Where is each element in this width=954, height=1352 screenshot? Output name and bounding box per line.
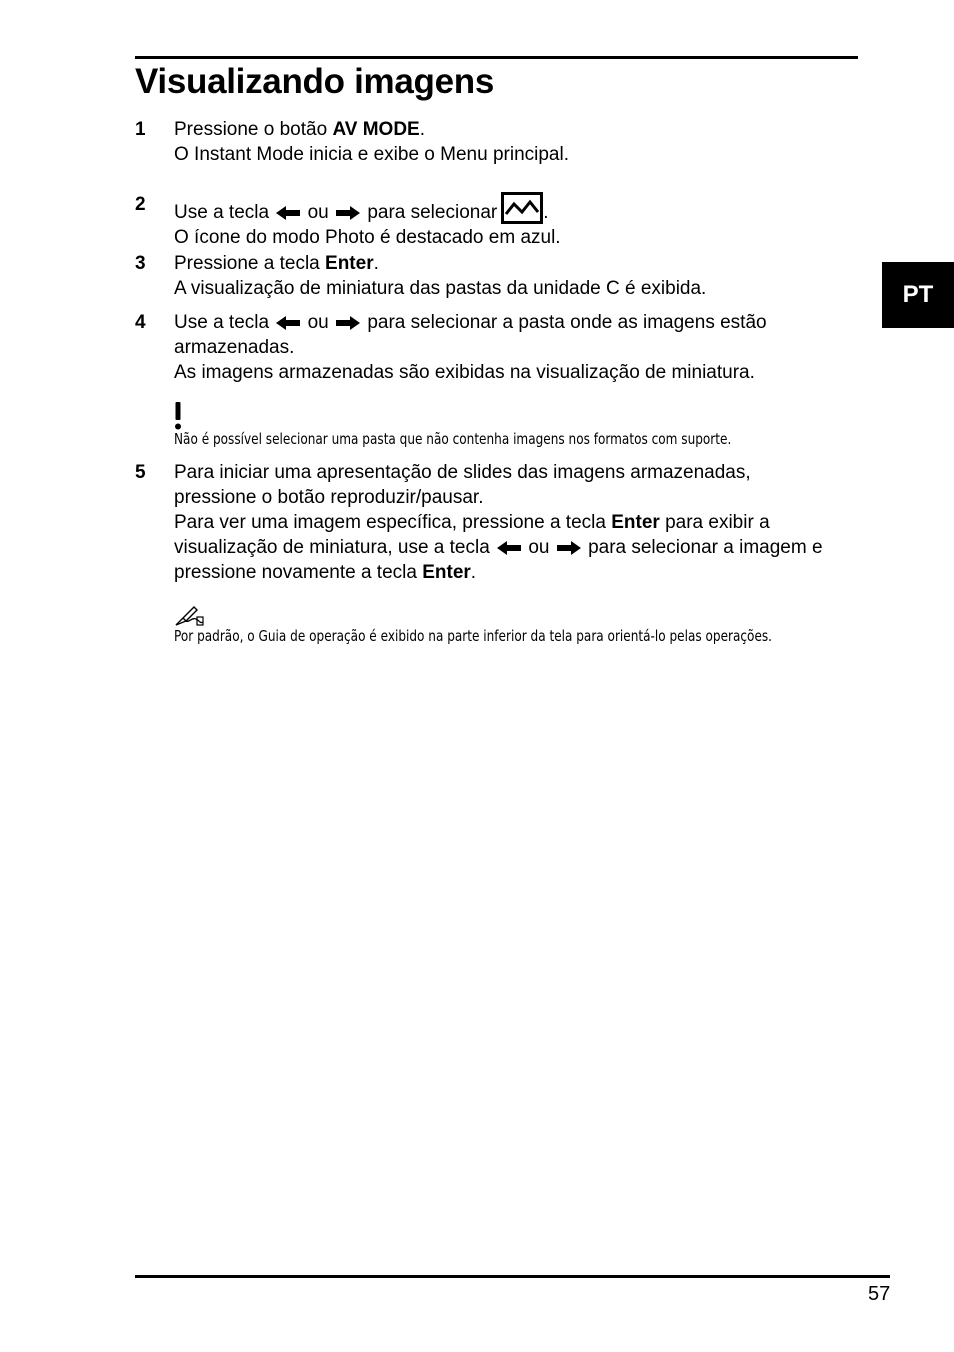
text: para selecionar a pasta onde as imagens estão (367, 312, 767, 333)
writing-hand-icon (174, 605, 204, 627)
text: visualização de miniatura, use a tecla (174, 537, 490, 558)
step-2-line-2: O ícone do modo Photo é destacado em azul. (174, 227, 561, 248)
left-arrow-key-icon (276, 206, 300, 220)
step-5-line-1: Para iniciar uma apresentação de slides das imagens armazenadas, (174, 462, 751, 483)
enter-key-label: Enter (325, 253, 374, 274)
step-number: 5 (135, 462, 146, 483)
left-arrow-key-icon (497, 541, 521, 555)
tip-note (174, 605, 941, 645)
page-number: 57 (868, 1283, 891, 1305)
step-3-line-1 (174, 251, 864, 276)
bottom-rule (135, 1275, 890, 1278)
step-5-line-3 (174, 510, 864, 535)
step-5-line-2: pressione o botão reproduzir/pausar. (174, 487, 484, 508)
text: para exibir a (659, 512, 770, 533)
step-4-line-2: armazenadas. (174, 337, 295, 358)
av-mode-label: AV MODE (332, 119, 420, 140)
language-tab-label: PT (902, 281, 934, 308)
text: Pressione a tecla (174, 253, 326, 274)
step-1-line-1 (174, 117, 864, 142)
step-4-line-3: As imagens armazenadas são exibidas na visualização de miniatura. (174, 362, 755, 383)
step-number: 1 (135, 119, 146, 140)
right-arrow-key-icon (336, 316, 360, 330)
text: ou (307, 202, 329, 223)
exclamation-icon (174, 402, 182, 430)
text: . (419, 119, 425, 140)
text: Pressione o botão (174, 119, 333, 140)
text: para selecionar (367, 202, 498, 223)
text: ou (307, 312, 329, 333)
enter-key-label: Enter (611, 512, 660, 533)
step-number: 2 (135, 194, 146, 215)
left-arrow-key-icon (276, 316, 300, 330)
text: . (373, 253, 379, 274)
step-2-line-1 (174, 192, 864, 225)
page-title: Visualizando imagens (135, 62, 495, 101)
step-5-line-4 (174, 535, 864, 560)
warning-note (174, 402, 889, 448)
step-3-line-2: A visualização de miniatura das pastas da unidade C é exibida. (174, 278, 707, 299)
step-1-line-2: O Instant Mode inicia e exibe o Menu principal. (174, 144, 569, 165)
enter-key-label: Enter (422, 562, 471, 583)
step-number: 4 (135, 312, 146, 333)
step-number: 3 (135, 253, 146, 274)
right-arrow-key-icon (557, 541, 581, 555)
step-4-line-1 (174, 310, 864, 335)
text: para selecionar a imagem e (588, 537, 823, 558)
text: . (543, 202, 549, 223)
warning-note-text: Não é possível selecionar uma pasta que não contenha imagens nos formatos com suporte. (174, 430, 732, 448)
photo-mode-icon (501, 192, 543, 224)
text: pressione novamente a tecla (174, 562, 423, 583)
right-arrow-key-icon (336, 206, 360, 220)
text: ou (528, 537, 550, 558)
tip-note-text: Por padrão, o Guia de operação é exibido na parte inferior da tela para orientá-lo pelas operações. (174, 627, 773, 645)
step-5-line-5 (174, 560, 864, 585)
text: . (470, 562, 477, 583)
text: Para ver uma imagem específica, pressione a tecla (174, 512, 612, 533)
language-tab (882, 262, 954, 328)
text: Use a tecla (174, 312, 270, 333)
text: Use a tecla (174, 202, 270, 223)
top-rule (135, 56, 858, 59)
